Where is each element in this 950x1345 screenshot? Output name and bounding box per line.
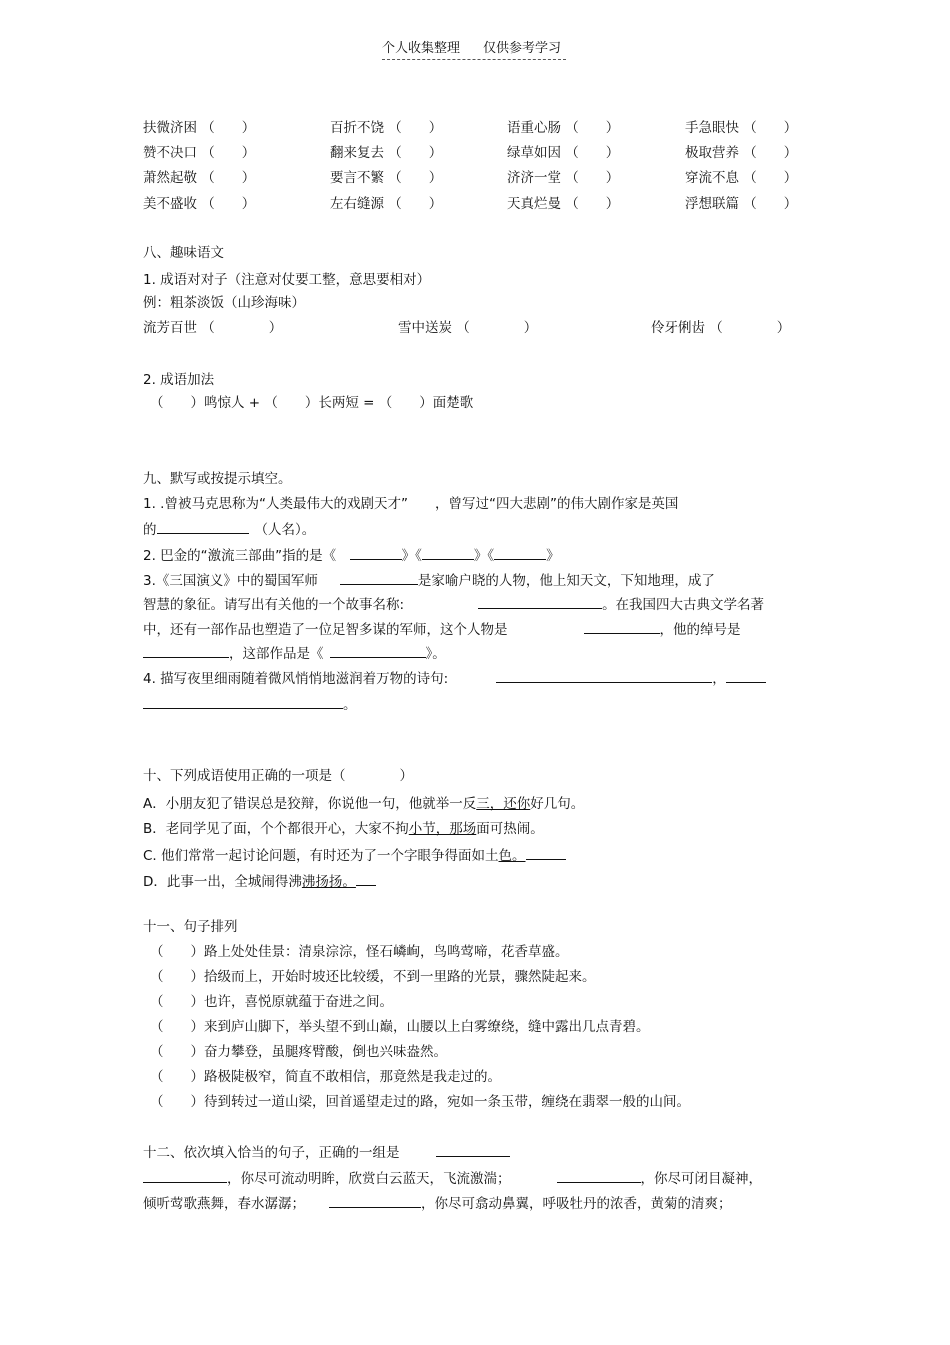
header-left: 个人收集整理 [382, 41, 461, 56]
idiom-cell: 绿草如因 （ ） [507, 145, 620, 161]
s9-q1-pre: 的 [143, 522, 157, 538]
option-c-text: C. 他们常常一起讨论问题，有时还为了一个字眼争得面如土 [143, 848, 499, 864]
answer-blank[interactable] [496, 668, 712, 683]
idiom-cell: 手急眼快 （ ） [685, 120, 798, 136]
s9-q2-mid1: 》《 [401, 548, 422, 564]
sentence-item: （ ）也许，喜悦原就蕴于奋进之间。 [150, 994, 393, 1010]
s9-q1-post: （人名）。 [254, 522, 316, 538]
option-b-text: B．老同学见了面，个个都很开心，大家不拘 [143, 821, 409, 837]
answer-blank[interactable] [494, 545, 546, 560]
s8-pair: 流芳百世 （ ） [143, 320, 283, 336]
s9-q4-end: 。 [343, 697, 357, 713]
s12-line2 [143, 1193, 732, 1213]
answer-blank[interactable] [350, 545, 402, 560]
answer-blank[interactable] [330, 643, 426, 658]
s9-q3b-post: 。在我国四大古典文学名著 [602, 597, 765, 613]
s8-pair: 伶牙俐齿 （ ） [651, 320, 791, 336]
answer-blank[interactable] [329, 1193, 421, 1208]
section-11-title: 十一、句子排列 [143, 919, 238, 935]
s9-q4-line1 [143, 668, 766, 688]
s9-q3-line1 [143, 570, 715, 590]
idiom-cell: 赞不决口 （ ） [143, 145, 256, 161]
s9-q3-line4 [143, 643, 446, 663]
idiom-cell: 济济一堂 （ ） [507, 170, 620, 186]
s8-q2: 2. 成语加法 [143, 372, 215, 388]
section-8-title: 八、趣味语文 [143, 245, 224, 261]
idiom-cell: 穿流不息 （ ） [685, 170, 798, 186]
s9-q4-pre: 4. 描写夜里细雨随着微风悄悄地滋润着万物的诗句: [143, 671, 449, 687]
idiom-cell: 左右缝源 （ ） [330, 196, 443, 212]
idiom-cell: 美不盛收 （ ） [143, 196, 256, 212]
s9-q2-line [143, 545, 560, 565]
s9-q3a-pre: 3.《三国演义》中的蜀国军师 [143, 573, 318, 589]
idiom-cell: 天真烂曼 （ ） [507, 196, 620, 212]
s9-q3c-post: ，他的绰号是 [659, 622, 741, 638]
sentence-item: （ ）来到庐山脚下，举头望不到山巅，山腰以上白雾缭绕，缝中露出几点青碧。 [150, 1019, 650, 1035]
sentence-item: （ ）拾级而上，开始时坡还比较缓，不到一里路的光景，骤然陡起来。 [150, 969, 596, 985]
option-a-underlined: 三，还你 [476, 796, 531, 812]
s12-line2-text-end: ，你尽可翕动鼻翼，呼吸牡丹的浓香，黄菊的清爽； [421, 1196, 732, 1212]
option-d-underlined: 沸扬扬。 [301, 874, 356, 890]
answer-blank[interactable] [157, 519, 249, 534]
section-10-title: 十、下列成语使用正确的一项是（ ） [143, 768, 413, 784]
s12-line1-text: ，你尽可流动明眸，欣赏白云蓝天，飞流激湍； [227, 1171, 511, 1187]
s8-pair: 雪中送炭 （ ） [398, 320, 538, 336]
answer-blank[interactable] [478, 594, 602, 609]
s9-q1-line1: 1. .曾被马克思称为“人类最伟大的戏剧天才” ，曾写过“四大悲剧”的伟大剧作家是英国 [143, 496, 679, 512]
option-d-text: D．此事一出，全城闹得沸 [143, 874, 302, 890]
option-b-underlined: 小节，那场 [408, 821, 477, 837]
section-12-title [143, 1142, 510, 1162]
header-right: 仅供参考学习 [483, 41, 562, 56]
option-c[interactable] [143, 845, 566, 865]
answer-blank[interactable] [726, 668, 766, 683]
s9-q2-post: 》 [546, 548, 560, 564]
s9-q3d-post: 》。 [425, 646, 446, 662]
answer-blank[interactable] [557, 1168, 641, 1183]
s9-q2-pre: 2. 巴金的“激流三部曲”指的是《 [143, 548, 350, 564]
s9-q3-line3 [143, 619, 741, 639]
idiom-cell: 翻来复去 （ ） [330, 145, 443, 161]
section-9-title: 九、默写或按提示填空。 [143, 471, 292, 487]
s9-q3a-post: 是家喻户晓的人物，他上知天文，下知地理，成了 [417, 573, 715, 589]
option-d-underline-tail [356, 871, 376, 886]
answer-blank[interactable] [143, 1168, 227, 1183]
s12-line2-text: 倾听莺歌燕舞，春水潺潺； [143, 1196, 305, 1212]
sentence-item: （ ）奋力攀登，虽腿疼臂酸，倒也兴味盎然。 [150, 1044, 447, 1060]
sentence-item: （ ）路极陡极窄，简直不敢相信，那竟然是我走过的。 [150, 1069, 501, 1085]
idiom-cell: 扶微济困 （ ） [143, 120, 256, 136]
s8-math: （ ）鸣惊人 + （ ）长两短 = （ ）面楚歌 [150, 395, 474, 411]
s9-q1-line2 [143, 519, 315, 539]
section-12-title-text: 十二、依次填入恰当的句子，正确的一组是 [143, 1145, 400, 1161]
option-a-text: A．小朋友犯了错误总是狡辩，你说他一句，他就举一反 [143, 796, 477, 812]
s9-q3b-pre: 智慧的象征。请写出有关他的一个故事名称: [143, 597, 405, 613]
s9-q4-mid: ， [712, 671, 726, 687]
answer-blank[interactable] [436, 1142, 510, 1157]
idiom-cell: 萧然起敬 （ ） [143, 170, 256, 186]
sentence-item: （ ）待到转过一道山梁，回首遥望走过的路，宛如一条玉带，缠绕在翡翠一般的山间。 [150, 1094, 690, 1110]
option-a-text-end: 好几句。 [530, 796, 585, 812]
idiom-cell: 浮想联篇 （ ） [685, 196, 798, 212]
idiom-cell: 百折不饶 （ ） [330, 120, 443, 136]
s8-q1: 1. 成语对对子（注意对仗要工整，意思要相对） [143, 272, 431, 288]
option-c-underlined: 色。 [498, 848, 526, 864]
s12-line1-text-end: ，你尽可闭目凝神， [640, 1171, 762, 1187]
s9-q3d-mid: ，这部作品是《 [229, 646, 324, 662]
s9-q2-mid2: 》《 [473, 548, 495, 564]
answer-blank[interactable] [143, 643, 229, 658]
answer-blank[interactable] [143, 694, 343, 709]
idiom-cell: 极取营养 （ ） [685, 145, 798, 161]
answer-blank[interactable] [584, 619, 660, 634]
s9-q3c-pre: 中，还有一部作品也塑造了一位足智多谋的军师，这个人物是 [143, 622, 508, 638]
header-divider [382, 59, 566, 60]
option-a[interactable] [143, 795, 584, 813]
s9-q4-line2 [143, 694, 357, 714]
idiom-cell: 要言不繁 （ ） [330, 170, 443, 186]
s9-q3-line2 [143, 594, 764, 614]
option-d[interactable] [143, 871, 376, 891]
s8-example: 例：粗茶淡饭（山珍海味） [143, 295, 305, 311]
answer-blank[interactable] [340, 570, 418, 585]
idiom-cell: 语重心肠 （ ） [507, 120, 620, 136]
s12-line1 [143, 1168, 762, 1188]
option-b-text-end: 面可热闹。 [476, 821, 544, 837]
option-c-underline-tail [526, 845, 566, 860]
answer-blank[interactable] [422, 545, 474, 560]
option-b[interactable] [143, 820, 544, 838]
sentence-item: （ ）路上处处佳景：清泉淙淙，怪石嶙峋，鸟鸣莺啼，花香草盛。 [150, 944, 569, 960]
